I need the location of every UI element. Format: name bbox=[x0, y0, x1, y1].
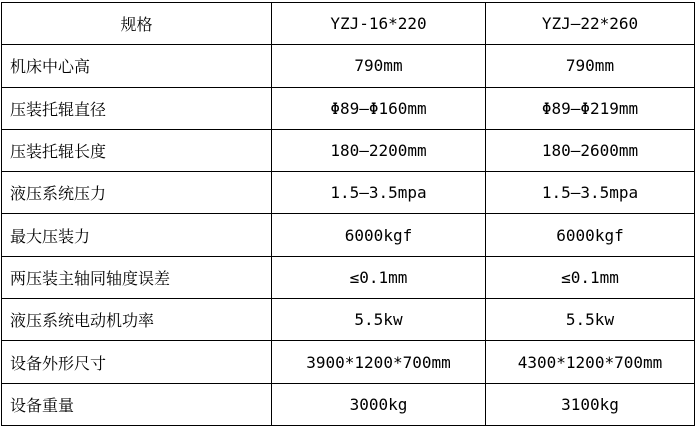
spec-label-cell: 设备外形尺寸 bbox=[2, 341, 272, 383]
spec-table bbox=[1, 2, 695, 426]
spec-value-cell: 3000kg bbox=[272, 383, 486, 425]
header-model-1: YZJ-16*220 bbox=[272, 3, 486, 45]
header-model-2: YZJ—22*260 bbox=[486, 3, 695, 45]
spec-label-cell: 设备重量 bbox=[2, 383, 272, 425]
table-row bbox=[2, 45, 695, 87]
spec-label-cell: 压装托辊长度 bbox=[2, 129, 272, 171]
spec-label-cell: 压装托辊直径 bbox=[2, 87, 272, 129]
spec-value-cell: Φ89—Φ219mm bbox=[486, 87, 695, 129]
table-row bbox=[2, 299, 695, 341]
table-row bbox=[2, 172, 695, 214]
table-row bbox=[2, 256, 695, 298]
spec-value-cell: 6000kgf bbox=[272, 214, 486, 256]
spec-value-cell: 790mm bbox=[272, 45, 486, 87]
table-row bbox=[2, 383, 695, 425]
table-row bbox=[2, 129, 695, 171]
spec-value-cell: 180—2200mm bbox=[272, 129, 486, 171]
spec-label-cell: 机床中心高 bbox=[2, 45, 272, 87]
spec-value-cell: 1.5—3.5mpa bbox=[486, 172, 695, 214]
spec-label-cell: 最大压装力 bbox=[2, 214, 272, 256]
spec-label-cell: 液压系统电动机功率 bbox=[2, 299, 272, 341]
table-row bbox=[2, 214, 695, 256]
spec-value-cell: Φ89—Φ160mm bbox=[272, 87, 486, 129]
table-row bbox=[2, 341, 695, 383]
spec-label-cell: 液压系统压力 bbox=[2, 172, 272, 214]
spec-value-cell: 3900*1200*700mm bbox=[272, 341, 486, 383]
spec-value-cell: 6000kgf bbox=[486, 214, 695, 256]
spec-value-cell: ≤0.1mm bbox=[272, 256, 486, 298]
table-row bbox=[2, 87, 695, 129]
spec-value-cell: 790mm bbox=[486, 45, 695, 87]
spec-value-cell: 3100kg bbox=[486, 383, 695, 425]
header-spec: 规格 bbox=[2, 3, 272, 45]
spec-value-cell: 1.5—3.5mpa bbox=[272, 172, 486, 214]
spec-value-cell: 5.5kw bbox=[486, 299, 695, 341]
spec-label-cell: 两压装主轴同轴度误差 bbox=[2, 256, 272, 298]
spec-value-cell: ≤0.1mm bbox=[486, 256, 695, 298]
spec-value-cell: 4300*1200*700mm bbox=[486, 341, 695, 383]
spec-value-cell: 5.5kw bbox=[272, 299, 486, 341]
spec-value-cell: 180—2600mm bbox=[486, 129, 695, 171]
header-row bbox=[2, 3, 695, 45]
